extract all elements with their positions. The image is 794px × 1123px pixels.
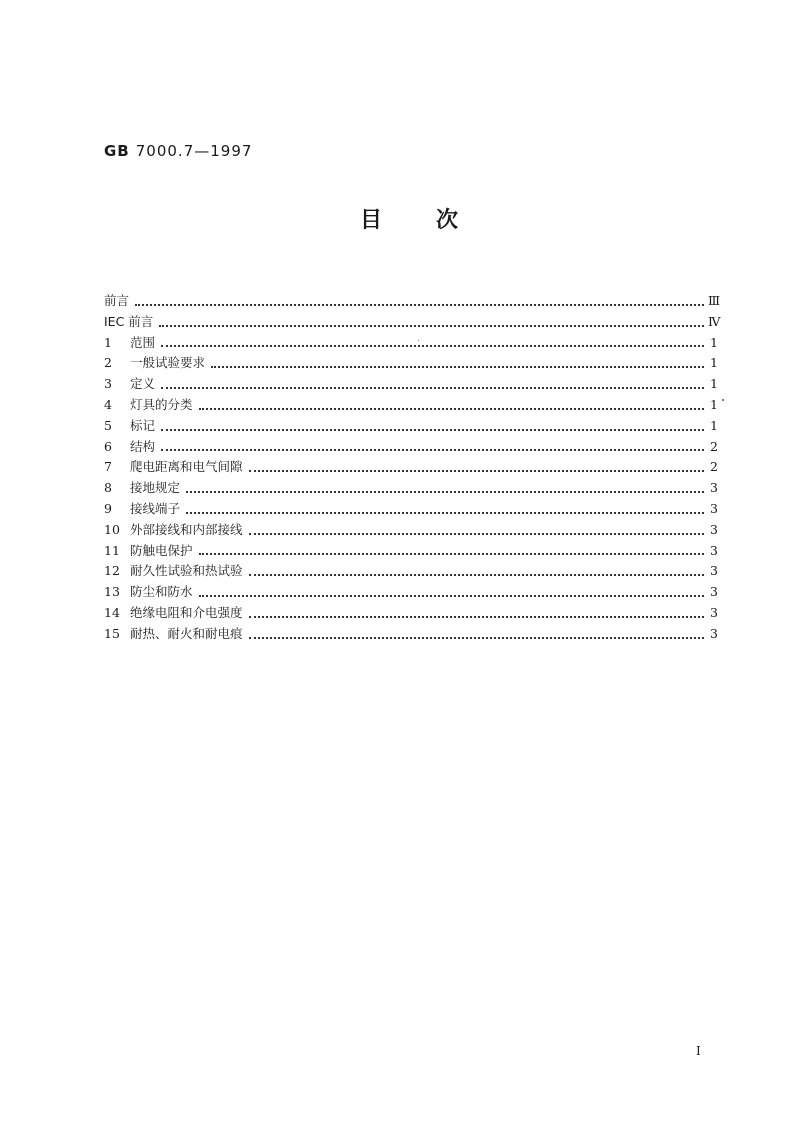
toc-entry-page: 1 <box>710 417 718 433</box>
toc-entry-page: 3 <box>710 584 718 600</box>
toc-dot-leader <box>135 304 704 306</box>
toc-entry-label: 一般试验要求 <box>130 355 206 371</box>
toc-entry[interactable] <box>104 395 718 416</box>
toc-dot-leader <box>161 387 704 389</box>
page-number: I <box>696 1044 701 1058</box>
toc-entry[interactable] <box>104 457 718 478</box>
toc-dot-leader <box>211 366 704 368</box>
standard-code <box>104 142 252 160</box>
toc-entry-page: 1 <box>710 376 718 392</box>
toc-entry-number: 12 <box>104 563 120 579</box>
toc-entry-label: 防触电保护 <box>130 542 193 558</box>
toc-dot-leader <box>161 429 704 431</box>
toc-entry-page: 1 <box>710 355 718 371</box>
toc-dot-leader <box>199 553 704 555</box>
toc-entry-label: 耐热、耐火和耐电痕 <box>130 625 243 641</box>
toc-entry-number: 11 <box>104 542 120 558</box>
toc-entry-number: 10 <box>104 521 120 537</box>
scan-speck <box>722 399 724 401</box>
toc-dot-leader <box>161 345 704 347</box>
toc-entry-label: IEC 前言 <box>104 313 154 329</box>
toc-entry-label: 接线端子 <box>130 500 181 516</box>
toc-entry-label: 耐久性试验和热试验 <box>130 563 243 579</box>
toc-entry[interactable] <box>104 312 721 333</box>
toc-entry-label: 结构 <box>130 438 156 454</box>
toc-entry-number: 14 <box>104 604 120 620</box>
toc-entry-label: 接地规定 <box>130 480 181 496</box>
toc-entry-page: 2 <box>710 459 718 475</box>
toc-entry-label: 灯具的分类 <box>130 396 193 412</box>
toc-entry[interactable] <box>104 333 718 354</box>
toc-entry-number: 6 <box>104 438 112 454</box>
toc-entry-page: 3 <box>710 625 718 641</box>
toc-dot-leader <box>249 470 704 472</box>
toc-entry-page: 3 <box>710 521 718 537</box>
toc-entry-page: 3 <box>710 542 718 558</box>
toc-entry-number: 4 <box>104 396 112 412</box>
toc-entry[interactable] <box>104 624 718 645</box>
scan-speck <box>418 340 419 341</box>
toc-dot-leader <box>199 595 704 597</box>
toc-entry[interactable] <box>104 520 718 541</box>
toc-entry-page: Ⅲ <box>708 293 721 308</box>
toc-dot-leader <box>186 491 704 493</box>
toc-entry[interactable] <box>104 561 718 582</box>
toc-dot-leader <box>159 325 704 327</box>
toc-dot-leader <box>249 637 704 639</box>
toc-entry-page: 1 <box>710 334 718 350</box>
toc-dot-leader <box>161 449 704 451</box>
toc-entry-page: 3 <box>710 500 718 516</box>
standard-number: 7000.7—1997 <box>135 142 253 160</box>
toc-entry[interactable] <box>104 291 721 312</box>
toc-entry-label: 绝缘电阻和介电强度 <box>130 604 243 620</box>
toc-dot-leader <box>186 512 704 514</box>
toc-entry-label: 前言 <box>104 293 130 308</box>
toc-entry[interactable] <box>104 374 718 395</box>
toc-entry-number: 2 <box>104 355 112 371</box>
toc-entry[interactable] <box>104 582 718 603</box>
toc-entry-page: 3 <box>710 604 718 620</box>
standard-prefix: GB <box>104 142 130 160</box>
toc-entry[interactable] <box>104 416 718 437</box>
toc-dot-leader <box>199 408 704 410</box>
toc-entry-label: 定义 <box>130 376 156 392</box>
toc-entry-number: 13 <box>104 584 120 600</box>
toc-entry-label: 爬电距离和电气间隙 <box>130 459 243 475</box>
toc-entry[interactable] <box>104 353 718 374</box>
toc-entry[interactable] <box>104 541 718 562</box>
toc-entry-page: 3 <box>710 563 718 579</box>
toc-entry-number: 1 <box>104 334 112 350</box>
toc-entry-number: 3 <box>104 376 112 392</box>
toc-entry-number: 8 <box>104 480 112 496</box>
toc-entry[interactable] <box>104 478 718 499</box>
toc-dot-leader <box>249 616 704 618</box>
toc-entry-number: 5 <box>104 417 112 433</box>
toc-dot-leader <box>249 533 704 535</box>
toc-entry-label: 范围 <box>130 334 156 350</box>
toc-entry-label: 标记 <box>130 417 156 433</box>
toc-title: 目次 <box>360 208 513 233</box>
toc-entry-label: 防尘和防水 <box>130 584 193 600</box>
toc-entry-label: 外部接线和内部接线 <box>130 521 243 537</box>
toc-entry[interactable] <box>104 499 718 520</box>
toc-entry-page: Ⅳ <box>708 313 721 329</box>
toc-entry-number: 7 <box>104 459 112 475</box>
toc-entry[interactable] <box>104 603 718 624</box>
toc-entry-page: 2 <box>710 438 718 454</box>
toc-entry-number: 9 <box>104 500 112 516</box>
toc-entry[interactable] <box>104 437 718 458</box>
toc-entry-page: 1 <box>710 396 718 412</box>
toc-entry-number: 15 <box>104 625 120 641</box>
table-of-contents <box>104 291 721 645</box>
toc-entry-page: 3 <box>710 480 718 496</box>
toc-dot-leader <box>249 574 704 576</box>
